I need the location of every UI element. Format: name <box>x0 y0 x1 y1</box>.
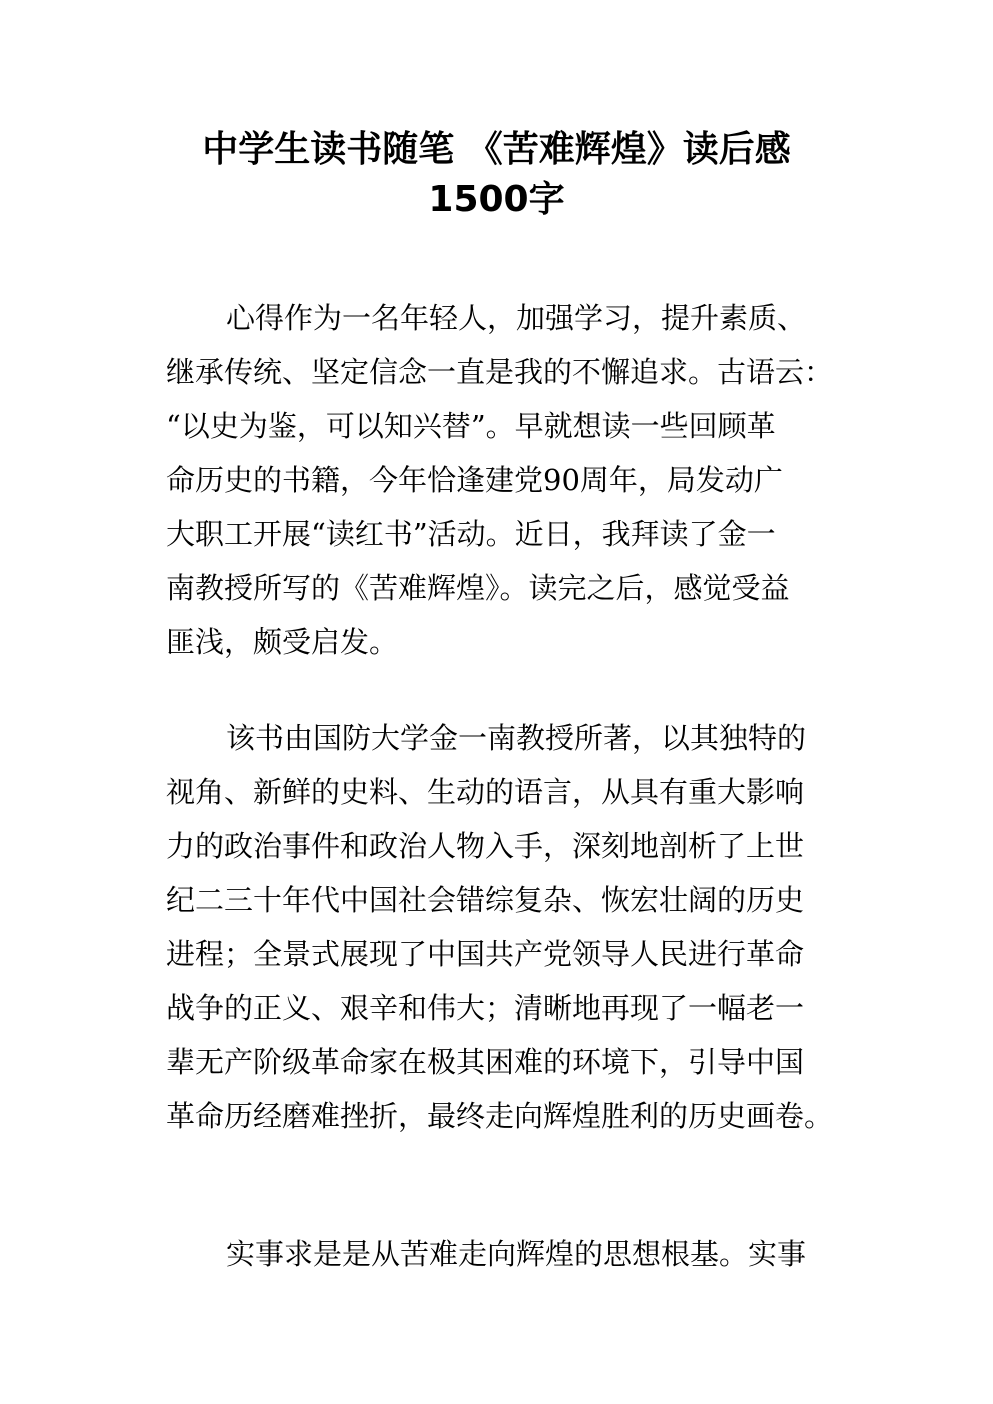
text-line: 力的政治事件和政治人物入手，深刻地剖析了上世 <box>166 829 805 863</box>
text-line: 革命历经磨难挫折，最终走向辉煌胜利的历史画卷。 <box>166 1099 834 1133</box>
text-line: 辈无产阶级革命家在极其困难的环境下，引导中国 <box>166 1045 805 1079</box>
text-line: “以史为鉴，可以知兴替”。早就想读一些回顾革 <box>166 409 776 443</box>
paragraph-3 <box>166 1227 846 1281</box>
text-line: 战争的正义、艰辛和伟大；清晰地再现了一幅老一 <box>166 991 805 1025</box>
text-line: 视角、新鲜的史料、生动的语言，从具有重大影响 <box>166 775 805 809</box>
paragraph-2 <box>166 711 846 1143</box>
text-line: 进程；全景式展现了中国共产党领导人民进行革命 <box>166 937 805 971</box>
text-line: 该书由国防大学金一南教授所著，以其独特的 <box>226 721 807 755</box>
text-line: 纪二三十年代中国社会错综复杂、恢宏壮阔的历史 <box>166 883 805 917</box>
document-title-line-2: 1500字 <box>428 179 565 220</box>
text-line: 心得作为一名年轻人，加强学习，提升素质、 <box>226 301 807 335</box>
text-line: 大职工开展“读红书”活动。近日，我拜读了金一 <box>166 517 776 551</box>
text-line: 南教授所写的《苦难辉煌》。读完之后，感觉受益 <box>166 571 790 605</box>
paragraph-1 <box>166 291 846 669</box>
text-line: 实事求是是从苦难走向辉煌的思想根基。实事 <box>226 1237 807 1271</box>
text-line: 继承传统、坚定信念一直是我的不懈追求。古语云： <box>166 355 834 389</box>
text-line: 匪浅，颇受启发。 <box>166 625 399 659</box>
text-line: 命历史的书籍，今年恰逢建党90周年，局发动广 <box>166 463 783 497</box>
document-title-line-1: 中学生读书随笔 《苦难辉煌》读后感 <box>202 129 791 170</box>
